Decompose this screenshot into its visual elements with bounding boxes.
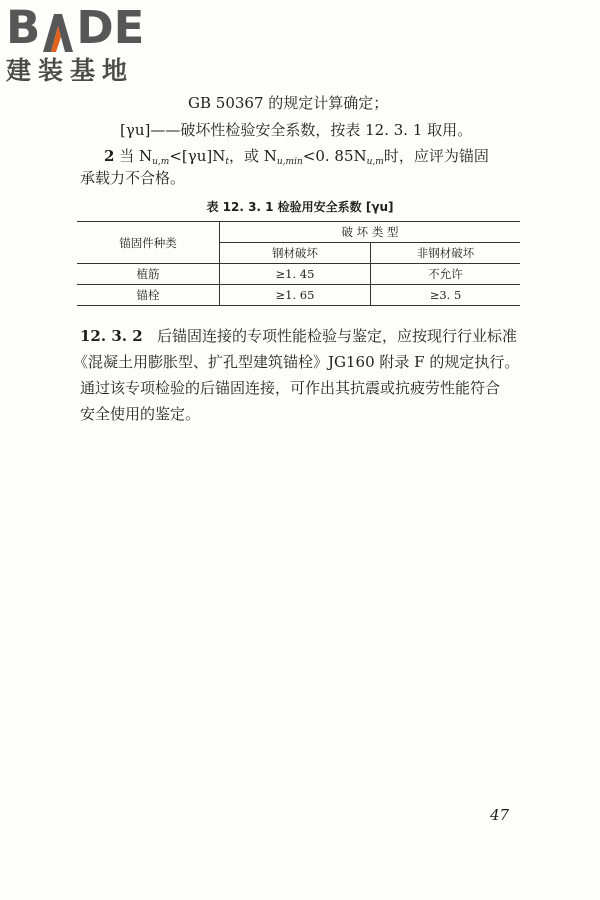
brand-logo xyxy=(6,1,176,86)
section-line-3: 通过该专项检验的后锚固连接，可作出其抗震或抗疲劳性能符合 xyxy=(80,379,501,397)
cond-sub-2: t xyxy=(225,157,229,167)
table-row xyxy=(77,264,520,285)
cond-sub-4: u,m xyxy=(366,157,384,167)
header-steel-failure: 钢材破坏 xyxy=(220,243,371,264)
section-number: 12. 3. 2 xyxy=(80,327,143,345)
table-caption: 表 12. 3. 1 检验用安全系数 [γu] xyxy=(206,200,394,214)
header-nonsteel-failure: 非钢材破坏 xyxy=(371,243,521,264)
safety-factor-table xyxy=(77,221,520,306)
item-number: 2 xyxy=(104,147,115,165)
gamma-symbol: [γu] xyxy=(120,121,151,139)
header-failure-type: 破 坏 类 型 xyxy=(220,222,521,243)
logo-letters-right: DE xyxy=(76,1,145,54)
section-line-1 xyxy=(80,326,517,346)
cell-steel: ≥1. 45 xyxy=(220,264,371,285)
section-line-2: 《混凝土用膨胀型、扩孔型建筑锚栓》JG160 附录 F 的规定执行。 xyxy=(73,353,520,371)
section-text-1: 后锚固连接的专项性能检验与鉴定，应按现行行业标准 xyxy=(156,327,517,345)
cell-nonsteel: 不允许 xyxy=(371,264,521,285)
cond-a: 当 N xyxy=(119,147,153,165)
section-line-4: 安全使用的鉴定。 xyxy=(80,405,201,423)
logo-letters-left: B xyxy=(6,1,41,54)
header-anchor-type: 锚固件种类 xyxy=(77,222,220,264)
cond-sub-3: u,min xyxy=(276,157,303,167)
cond-sub-1: u,m xyxy=(152,157,170,167)
cell-type: 锚栓 xyxy=(77,285,220,306)
para-line-1: GB 50367 的规定计算确定； xyxy=(188,94,389,112)
cond-b: <[γu]N xyxy=(169,147,226,165)
cell-steel: ≥1. 65 xyxy=(220,285,371,306)
cond-c: ，或 N xyxy=(228,147,277,165)
para-line-2 xyxy=(120,120,472,140)
para-line-4: 承载力不合格。 xyxy=(80,169,186,187)
cond-d: <0. 85N xyxy=(302,147,367,165)
logo-subtitle: 建装基地 xyxy=(6,56,135,85)
page-number: 47 xyxy=(490,806,510,824)
cond-e: 时，应评为锚固 xyxy=(383,147,489,165)
logo-wordmark xyxy=(6,1,176,54)
cell-nonsteel: ≥3. 5 xyxy=(371,285,521,306)
table-row xyxy=(77,285,520,306)
gamma-definition: ——破坏性检验安全系数，按表 12. 3. 1 取用。 xyxy=(150,121,473,139)
logo-letter-a-icon xyxy=(41,12,75,52)
cell-type: 植筋 xyxy=(77,264,220,285)
